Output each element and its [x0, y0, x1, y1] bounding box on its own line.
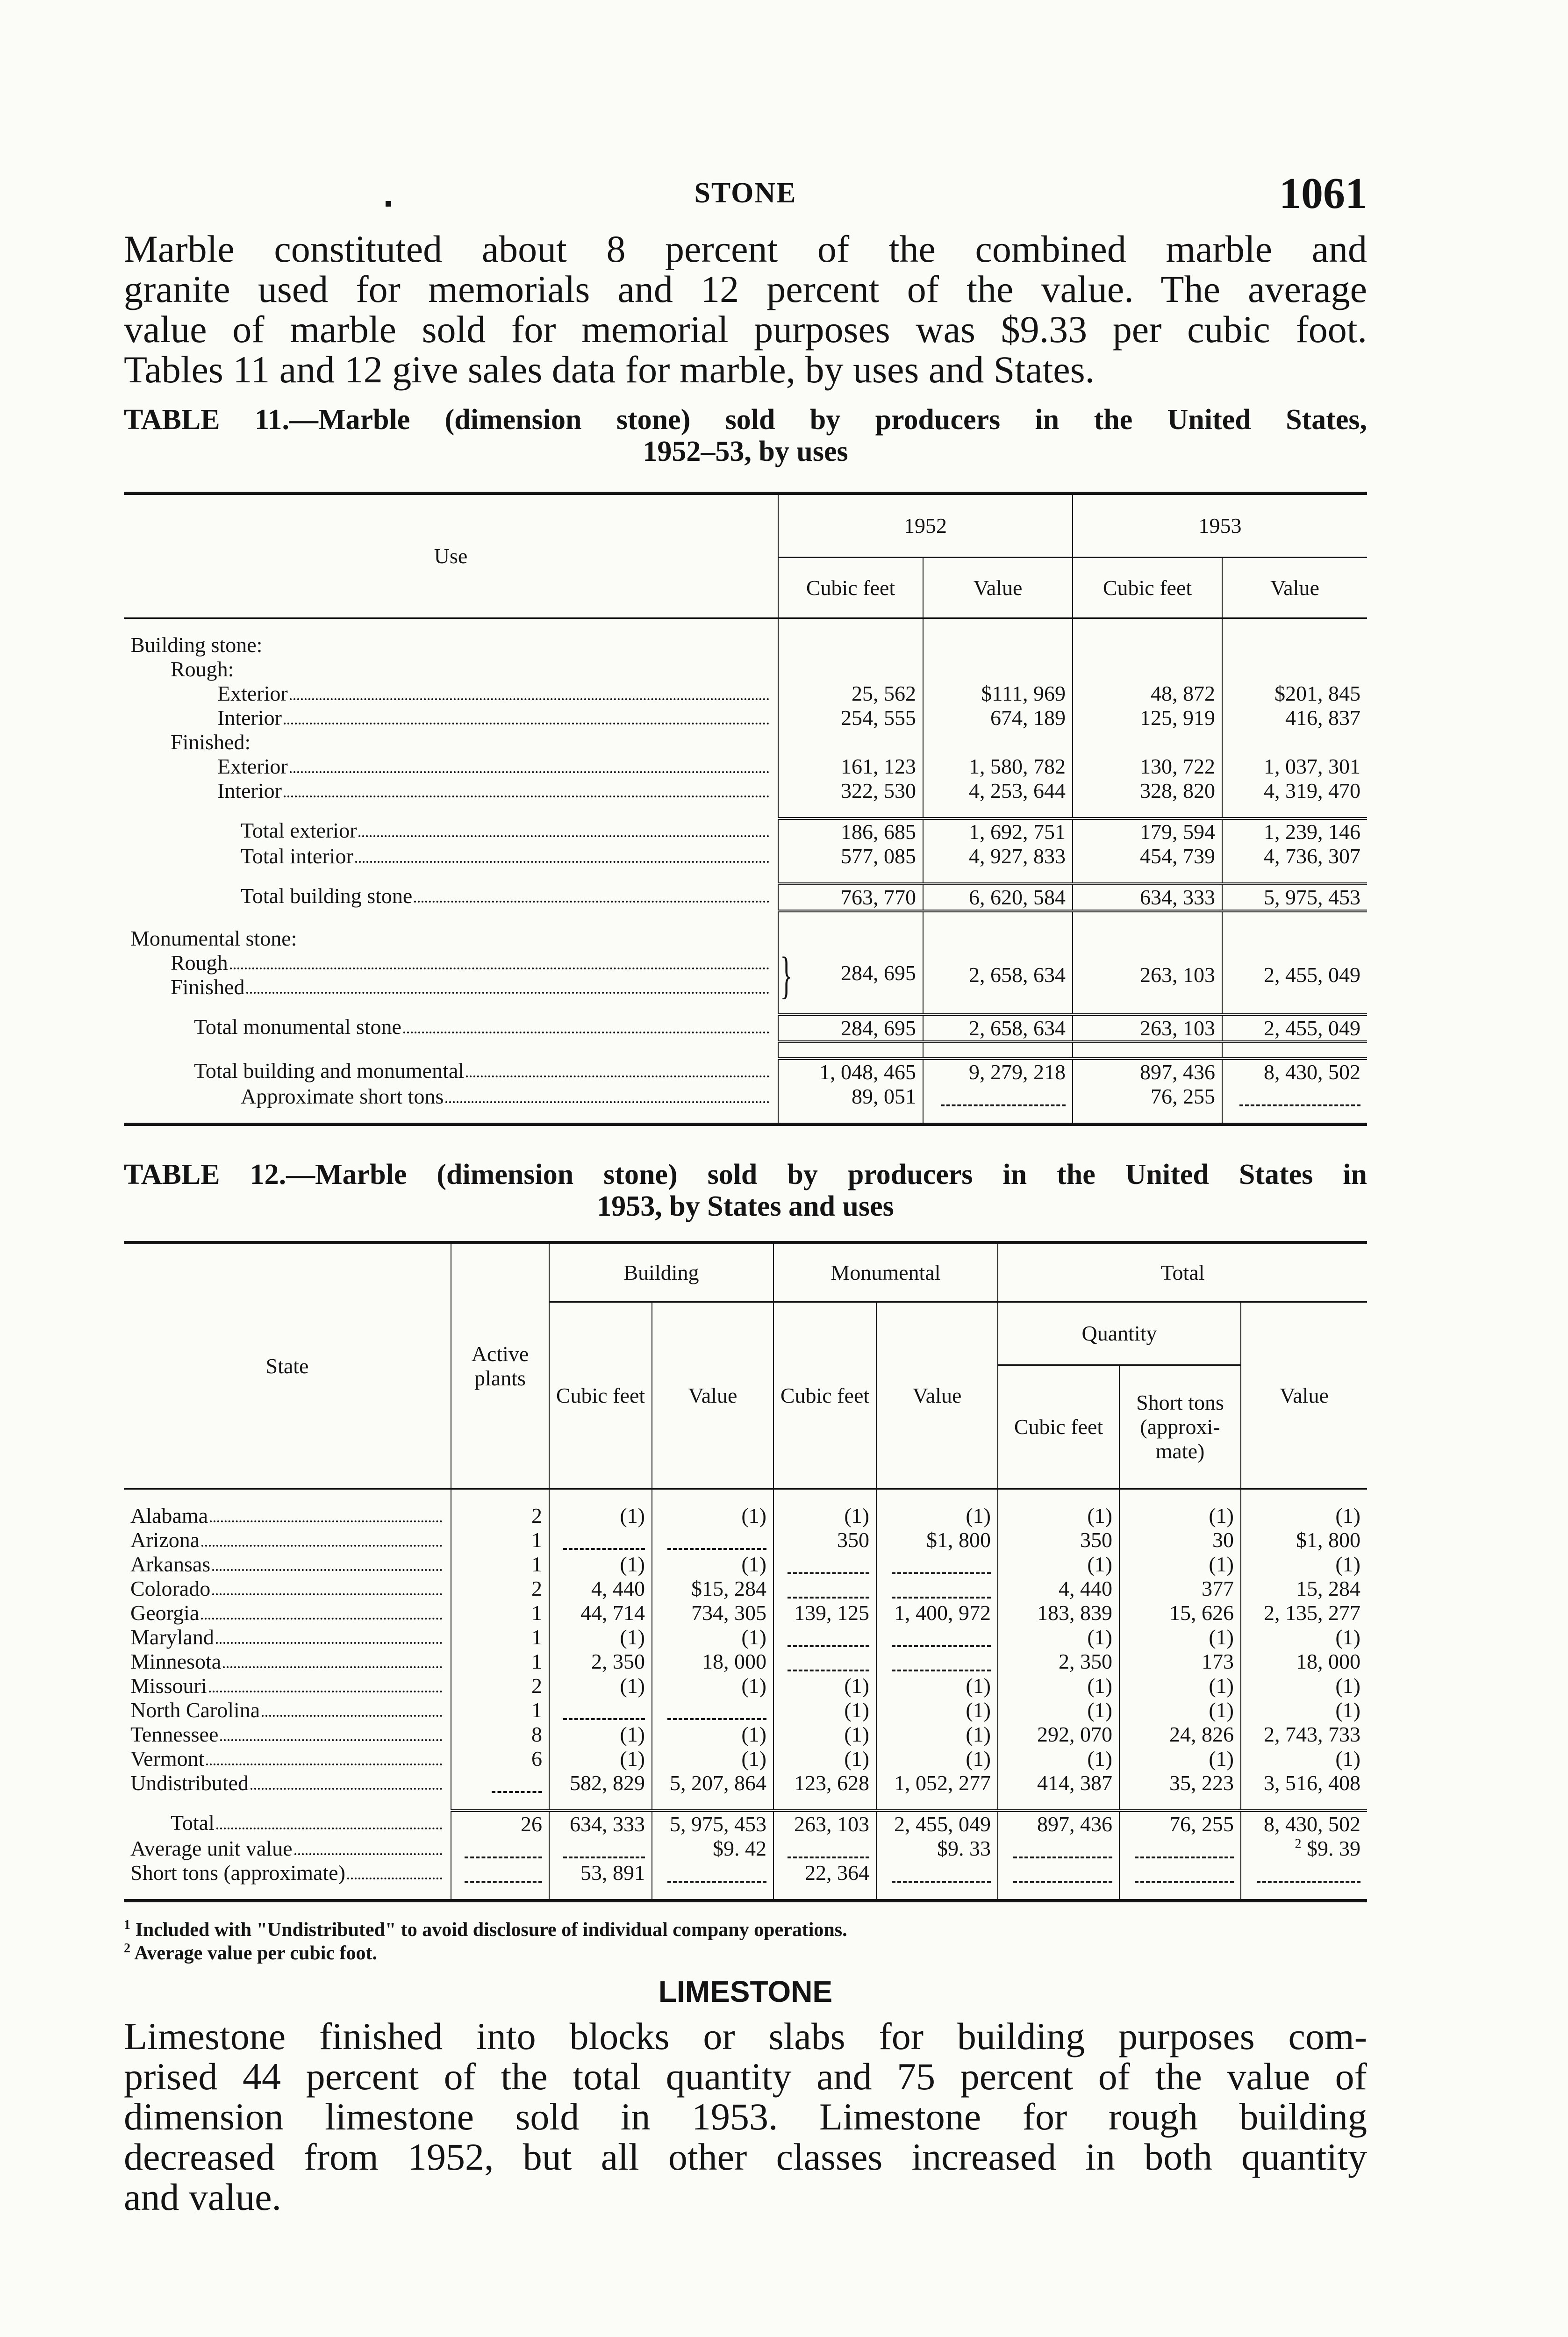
row-label: Exterior [217, 681, 288, 705]
cell: (1) [1241, 1747, 1367, 1771]
table-row [124, 1649, 1367, 1674]
intro-line: granite used for memorials and 12 percent of the value. The average [124, 268, 1367, 310]
dash-fill [892, 1631, 991, 1647]
page-number: 1061 [1279, 169, 1367, 218]
cell: 2, 455, 049 [1222, 951, 1367, 999]
row-label: Short tons (approximate) [130, 1861, 345, 1885]
cell: $1, 800 [876, 1528, 998, 1552]
cell: 263, 103 [1073, 951, 1222, 999]
dash-fill [788, 1656, 869, 1671]
cell: 125, 919 [1073, 706, 1222, 730]
table-row [124, 1577, 1367, 1601]
cell: (1) [549, 1722, 652, 1747]
row-label: Interior [217, 779, 282, 803]
cell: (1) [652, 1625, 773, 1649]
cell: 1, 048, 465 [778, 1059, 923, 1084]
cell: 377 [1119, 1577, 1241, 1601]
cell: (1) [998, 1674, 1119, 1698]
cell: 5, 975, 453 [1222, 884, 1367, 911]
table-row [124, 681, 1367, 706]
cell: (1) [998, 1747, 1119, 1771]
cell: 2, 743, 733 [1241, 1722, 1367, 1747]
cell: 292, 070 [998, 1722, 1119, 1747]
active-plants-header: Active plants [451, 1243, 549, 1489]
table-row [124, 926, 1367, 951]
cell: (1) [1119, 1698, 1241, 1722]
cell: 3, 516, 408 [1241, 1771, 1367, 1795]
state-name: Missouri [130, 1674, 207, 1698]
table-row [124, 1747, 1367, 1771]
total-value-header: Value [1241, 1302, 1367, 1489]
cell: (1) [549, 1674, 652, 1698]
cell: 2, 135, 277 [1241, 1601, 1367, 1625]
use-header: Use [124, 494, 778, 618]
value-header: Value [1222, 558, 1367, 618]
dash-fill [1135, 1867, 1234, 1883]
year-1952-header: 1952 [778, 494, 1073, 558]
cell: 577, 085 [778, 844, 923, 868]
cell: 4, 440 [549, 1577, 652, 1601]
cell: $201, 845 [1222, 681, 1367, 706]
dash-fill [492, 1777, 542, 1793]
total-cubic-feet-header: Cubic feet [998, 1365, 1119, 1489]
row-label: Average unit value [130, 1836, 293, 1860]
cell: 414, 387 [998, 1771, 1119, 1795]
cell: 4, 319, 470 [1222, 779, 1367, 803]
cell: 284, 695 [778, 1015, 923, 1042]
table-row [124, 1722, 1367, 1747]
state-name: Arizona [130, 1528, 200, 1552]
table12-caption-line2: 1953, by States and uses [597, 1190, 894, 1222]
row-label: Total building stone [241, 884, 413, 908]
table-row [124, 1084, 1367, 1109]
state-name: Minnesota [130, 1649, 222, 1673]
cell: 634, 333 [1073, 884, 1222, 911]
dash-fill [892, 1558, 991, 1574]
dash-fill [788, 1842, 869, 1858]
cell: 139, 125 [773, 1601, 876, 1625]
cell: 123, 628 [773, 1771, 876, 1795]
page-header [124, 168, 1367, 220]
cell: 634, 333 [549, 1811, 652, 1836]
table-row [124, 706, 1367, 730]
cell: $111, 969 [923, 681, 1073, 706]
cell: 26 [451, 1811, 549, 1836]
table12-body [124, 1489, 1367, 1901]
cell: 454, 739 [1073, 844, 1222, 868]
cell: 6 [451, 1747, 549, 1771]
total-row [124, 1811, 1367, 1836]
cell: 4, 440 [998, 1577, 1119, 1601]
table-row [124, 730, 1367, 754]
cell: (1) [876, 1674, 998, 1698]
cell: (1) [1241, 1504, 1367, 1528]
table-row [124, 633, 1367, 657]
cell: 2, 455, 049 [876, 1811, 998, 1836]
cell: (1) [549, 1625, 652, 1649]
table11-caption [124, 404, 1367, 467]
cell: $9. 33 [876, 1836, 998, 1861]
intro-paragraph [124, 229, 1367, 390]
cell: (1) [998, 1552, 1119, 1577]
row-label: Rough: [171, 657, 234, 681]
cell: $15, 284 [652, 1577, 773, 1601]
row-label: Rough [171, 951, 228, 975]
cell: (1) [876, 1504, 998, 1528]
cell: 416, 837 [1222, 706, 1367, 730]
dash-fill [892, 1583, 991, 1599]
footnote-mark: 2 [124, 1941, 130, 1956]
footnote-text: Included with "Undistributed" to avoid disclosure of individual company operations. [135, 1919, 847, 1941]
dash-fill [563, 1842, 645, 1858]
cell: 2 [451, 1504, 549, 1528]
cell: (1) [1119, 1674, 1241, 1698]
cell: 183, 839 [998, 1601, 1119, 1625]
cell: (1) [549, 1504, 652, 1528]
cell: 1 [451, 1601, 549, 1625]
cell: 1, 580, 782 [923, 754, 1073, 779]
cell: (1) [652, 1722, 773, 1747]
table-row [124, 779, 1367, 803]
state-name: Georgia [130, 1601, 200, 1625]
cell: 8, 430, 502 [1222, 1059, 1367, 1084]
table-row [124, 1601, 1367, 1625]
cell: 1 [451, 1552, 549, 1577]
cell: 25, 562 [778, 681, 923, 706]
cell: (1) [1241, 1625, 1367, 1649]
footnote [124, 1918, 1367, 1942]
table-row [124, 1698, 1367, 1722]
cell: (1) [1241, 1698, 1367, 1722]
table-row [124, 1625, 1367, 1649]
cell: 1 [451, 1625, 549, 1649]
dash-fill [1013, 1867, 1112, 1883]
row-label: Total exterior [241, 818, 357, 842]
cell: (1) [652, 1747, 773, 1771]
cell: (1) [1119, 1552, 1241, 1577]
row-label: Exterior [217, 754, 288, 778]
state-name: North Carolina [130, 1698, 260, 1722]
cell: 76, 255 [1073, 1084, 1222, 1109]
cell: (1) [1119, 1504, 1241, 1528]
cell: 161, 123 [778, 754, 923, 779]
row-label: Approximate short tons [241, 1084, 444, 1108]
cell: 76, 255 [1119, 1811, 1241, 1836]
cell: 1 [451, 1698, 549, 1722]
limestone-line: decreased from 1952, but all other classes increased in both quantity [124, 2136, 1367, 2178]
cell: (1) [876, 1747, 998, 1771]
table11-caption-line2: 1952–53, by uses [643, 436, 848, 467]
cell: 1 [451, 1528, 549, 1552]
page [124, 168, 1367, 2217]
dash-fill [465, 1867, 542, 1883]
average-row [124, 1836, 1367, 1861]
row-label: Building stone: [130, 633, 263, 657]
row-label: Monumental stone: [130, 926, 297, 950]
dash-fill [892, 1656, 991, 1671]
table11-caption-line1: TABLE 11.—Marble (dimension stone) sold by producers in the United States, [124, 404, 1367, 436]
building-header: Building [549, 1243, 773, 1302]
limestone-line: Limestone finished into blocks or slabs for building purposes com- [124, 2015, 1367, 2057]
cell: 2, 658, 634 [923, 951, 1073, 999]
table-row [124, 1552, 1367, 1577]
footnote-mark: 2 [1295, 1836, 1302, 1851]
cell: 179, 594 [1073, 818, 1222, 844]
cell: 2 [451, 1674, 549, 1698]
limestone-line: and value. [124, 2176, 281, 2218]
footnote [124, 1942, 1367, 1965]
year-1953-header: 1953 [1073, 494, 1367, 558]
cell: 9, 279, 218 [923, 1059, 1073, 1084]
table-row [124, 951, 1367, 975]
table-row [124, 844, 1367, 868]
dash-fill [1257, 1867, 1360, 1883]
cell: (1) [773, 1504, 876, 1528]
cell: 350 [773, 1528, 876, 1552]
cell: 4, 927, 833 [923, 844, 1073, 868]
cell: 48, 872 [1073, 681, 1222, 706]
short-tons-header: Short tons (approxi-mate) [1119, 1365, 1241, 1489]
dash-fill [788, 1558, 869, 1574]
state-name: Maryland [130, 1625, 214, 1649]
cell: (1) [652, 1674, 773, 1698]
cell: 18, 000 [1241, 1649, 1367, 1674]
row-label: Finished: [171, 730, 251, 754]
cell: 2 [451, 1577, 549, 1601]
building-value-header: Value [652, 1302, 773, 1489]
cell: 8, 430, 502 [1241, 1811, 1367, 1836]
limestone-line: dimension limestone sold in 1953. Limestone for rough building [124, 2095, 1367, 2138]
monumental-cubic-feet-header: Cubic feet [773, 1302, 876, 1489]
cell: (1) [773, 1698, 876, 1722]
cell: 263, 103 [773, 1811, 876, 1836]
cell: 2, 350 [549, 1649, 652, 1674]
building-cubic-feet-header: Cubic feet [549, 1302, 652, 1489]
table12-caption-line1: TABLE 12.—Marble (dimension stone) sold by producers in the United States in [124, 1159, 1367, 1190]
table12 [124, 1241, 1367, 1902]
limestone-heading: LIMESTONE [658, 1975, 833, 2008]
cell: 22, 364 [773, 1861, 876, 1885]
table-row [124, 884, 1367, 911]
state-name: Arkansas [130, 1552, 211, 1576]
dash-fill [1013, 1842, 1112, 1858]
cell: 15, 626 [1119, 1601, 1241, 1625]
cubic-feet-header: Cubic feet [1073, 558, 1222, 618]
cell: 1, 400, 972 [876, 1601, 998, 1625]
cell: (1) [1241, 1552, 1367, 1577]
cell: 897, 436 [1073, 1059, 1222, 1084]
cubic-feet-header: Cubic feet [778, 558, 923, 618]
cell: (1) [998, 1504, 1119, 1528]
dash-fill [667, 1704, 766, 1720]
cell: 6, 620, 584 [923, 884, 1073, 911]
row-label: Total interior [241, 844, 353, 868]
cell: $1, 800 [1241, 1528, 1367, 1552]
quantity-header: Quantity [998, 1302, 1241, 1365]
state-name: Alabama [130, 1504, 208, 1527]
table-row [124, 1674, 1367, 1698]
dash-fill [465, 1842, 542, 1858]
cell: 173 [1119, 1649, 1241, 1674]
dash-fill [1135, 1842, 1234, 1858]
table-row [124, 1504, 1367, 1528]
cell: 1, 692, 751 [923, 818, 1073, 844]
dash-fill [667, 1534, 766, 1550]
footnote-mark: 1 [124, 1918, 130, 1932]
cell: (1) [1119, 1747, 1241, 1771]
cell: 24, 826 [1119, 1722, 1241, 1747]
table-row [124, 657, 1367, 681]
state-name: Vermont [130, 1747, 205, 1771]
dash-fill [788, 1631, 869, 1647]
cell: 130, 722 [1073, 754, 1222, 779]
short-tons-row [124, 1861, 1367, 1885]
limestone-paragraph [124, 2016, 1367, 2217]
cell: 30 [1119, 1528, 1241, 1552]
cell: $9. 39 [1307, 1836, 1360, 1860]
intro-line: value of marble sold for memorial purposes was $9.33 per cubic foot. [124, 308, 1367, 351]
cell: (1) [998, 1625, 1119, 1649]
cell: (1) [1241, 1674, 1367, 1698]
cell: (1) [549, 1747, 652, 1771]
cell: (1) [652, 1504, 773, 1528]
table-row [124, 1059, 1367, 1084]
cell: 350 [998, 1528, 1119, 1552]
total-header: Total [998, 1243, 1367, 1302]
intro-line: Marble constituted about 8 percent of the combined marble and [124, 228, 1367, 270]
row-label: Total monumental stone [194, 1015, 401, 1039]
dash-fill [667, 1867, 766, 1883]
cell: 8 [451, 1722, 549, 1747]
cell: 1 [451, 1649, 549, 1674]
cell: 284, 695 [841, 961, 916, 985]
cell: 5, 975, 453 [652, 1811, 773, 1836]
table-row [124, 818, 1367, 844]
cell: 1, 052, 277 [876, 1771, 998, 1795]
state-name: Tennessee [130, 1722, 219, 1746]
table11 [124, 492, 1367, 1126]
table-row [124, 754, 1367, 779]
cell: (1) [773, 1747, 876, 1771]
cell: (1) [1119, 1625, 1241, 1649]
cell: 44, 714 [549, 1601, 652, 1625]
cell: 53, 891 [549, 1861, 652, 1885]
table-row [124, 1771, 1367, 1795]
row-label: Finished [171, 975, 245, 999]
cell: (1) [549, 1552, 652, 1577]
cell: 2, 350 [998, 1649, 1119, 1674]
cell: 1, 239, 146 [1222, 818, 1367, 844]
row-label: Total building and monumental [194, 1059, 465, 1082]
footnotes [124, 1918, 1367, 1965]
cell: 897, 436 [998, 1811, 1119, 1836]
state-header: State [124, 1243, 451, 1489]
table-row [124, 1528, 1367, 1552]
dash-fill [563, 1534, 645, 1550]
cell: 263, 103 [1073, 1015, 1222, 1042]
cell: 4, 253, 644 [923, 779, 1073, 803]
table12-caption [124, 1159, 1367, 1222]
cell: 322, 530 [778, 779, 923, 803]
dash-fill [788, 1583, 869, 1599]
cell: (1) [998, 1698, 1119, 1722]
cell: 5, 207, 864 [652, 1771, 773, 1795]
state-name: Colorado [130, 1577, 211, 1600]
cell: (1) [876, 1722, 998, 1747]
limestone-line: prised 44 percent of the total quantity and 75 percent of the value of [124, 2055, 1367, 2098]
cell: 254, 555 [778, 706, 923, 730]
cell: 15, 284 [1241, 1577, 1367, 1601]
running-title: STONE [694, 177, 797, 209]
cell: 186, 685 [778, 818, 923, 844]
cell: 2, 658, 634 [923, 1015, 1073, 1042]
cell: 18, 000 [652, 1649, 773, 1674]
cell: 734, 305 [652, 1601, 773, 1625]
cell: 328, 820 [1073, 779, 1222, 803]
cell: $9. 42 [652, 1836, 773, 1861]
row-label: Interior [217, 706, 282, 730]
cell: 2, 455, 049 [1222, 1015, 1367, 1042]
intro-line: Tables 11 and 12 give sales data for marble, by uses and States. [124, 348, 1095, 391]
dash-fill [941, 1090, 1066, 1106]
dash-fill [1239, 1090, 1360, 1106]
cell: 674, 189 [923, 706, 1073, 730]
dash-fill [892, 1867, 991, 1883]
table-row [124, 1015, 1367, 1042]
state-name: Undistributed [130, 1771, 249, 1795]
brace-mark: } [780, 946, 793, 1004]
cell: 4, 736, 307 [1222, 844, 1367, 868]
footnote-text: Average value per cubic foot. [134, 1943, 378, 1964]
cell: 763, 770 [778, 884, 923, 911]
monumental-value-header: Value [876, 1302, 998, 1489]
cell: 1, 037, 301 [1222, 754, 1367, 779]
cell: (1) [876, 1698, 998, 1722]
cell: 35, 223 [1119, 1771, 1241, 1795]
cell: (1) [773, 1722, 876, 1747]
cell: (1) [652, 1552, 773, 1577]
cell: 582, 829 [549, 1771, 652, 1795]
cell: (1) [773, 1674, 876, 1698]
cell: 89, 051 [778, 1084, 923, 1109]
monumental-header: Monumental [773, 1243, 998, 1302]
value-header: Value [923, 558, 1073, 618]
dash-fill [563, 1704, 645, 1720]
row-label: Total [171, 1811, 215, 1835]
